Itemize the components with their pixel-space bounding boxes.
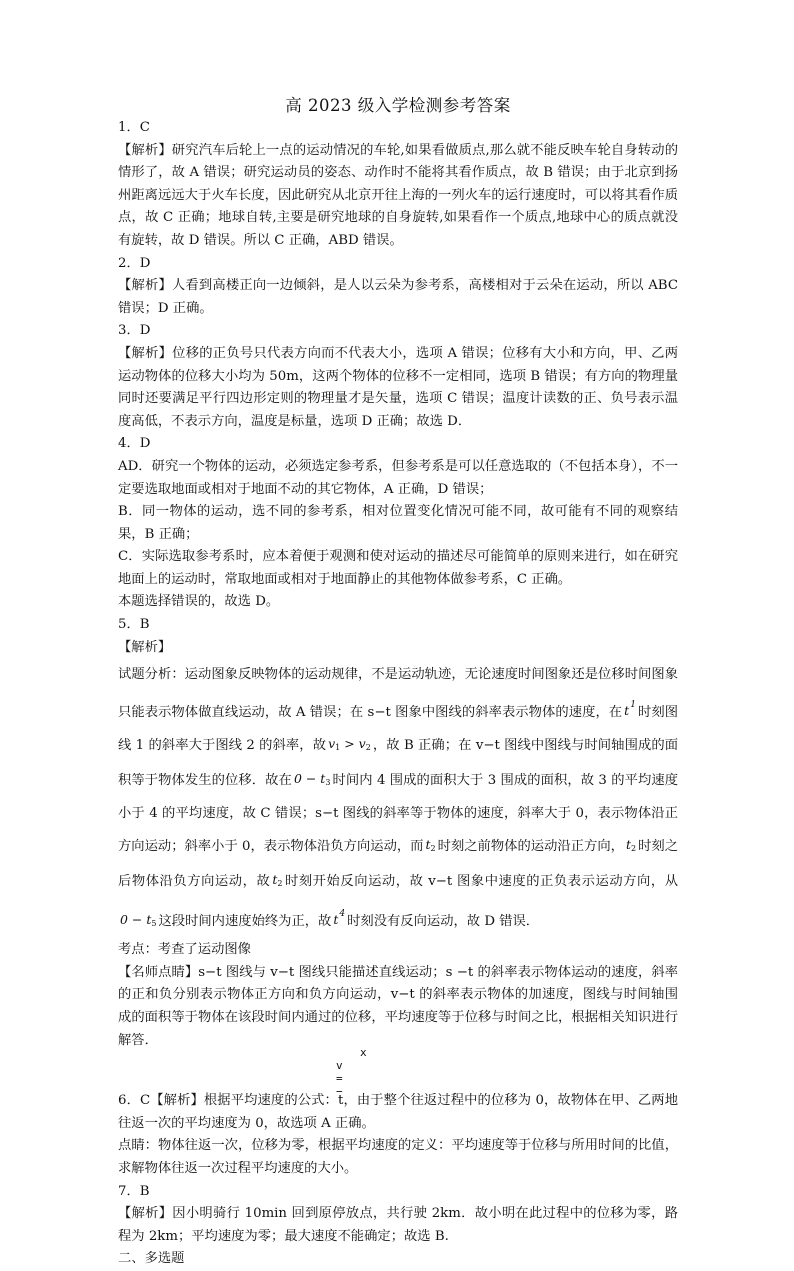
q5-seg1: 试题分析：运动图象反映物体的运动规律，不是运动轨迹，无论速度时间图象还是位移时间图象只能表示物体做直线运动，故 A 错误；在 s−t 图象中图线的斜率表示物体的速度，在 [118,667,678,721]
math-t4: $t^4$ [333,909,346,928]
q7-explanation: 【解析】因小明骑行 10min 回到原停放点，共行驶 2km．故小明在此过程中的位移为零，路程为 2km；平均速度为零；最大速度不能确定；故选 B. [118,1206,678,1244]
math-t2: $t_2$ [425,837,436,854]
formula-denominator: t [337,1093,344,1109]
q5-mingshi: 【名师点睛】s−t 图线与 v−t 图线只能描述直线运动；s −t 的斜率表示物体运动的速度，斜率的正和负分别表示物体正方向和负方向运动，v−t 的斜率表示物体的加速度，图线与时间轴围成的面积等于物体在该段时间内通过的位移，平均速度等于位移与时间之比，根据相关知识进行解答． [118,964,678,1048]
q5-seg4: 时间内 4 围成的面积大于 3 围成的面积，故 3 的平均速度小于 4 的平均速度，故 C 错误；s−t 图线的斜率等于物体的速度，斜率大于 0，表示物体沿正方向运动；斜率小于 0，表示物体沿负方向运动，而 [118,773,679,855]
q7-answer: 7．B [118,1183,150,1199]
math-0-t5: $0 - t_5$ [120,912,157,929]
math-t1: $t^1$ [624,700,636,719]
q5-kaodian: 考点：考查了运动图像 [118,942,251,958]
q2-explanation: 【解析】人看到高楼正向一边倾斜，是人以云朵为参考系，高楼相对于云朵在运动，所以 ABC 错误；D 正确。 [118,278,678,316]
q4-line-conclusion: 本题选择错误的，故选 D。 [118,594,280,610]
q4-line-ad: AD．研究一个物体的运动，必须选定参考系，但参考系是可以任意选取的（不包括本身），不一定要选取地面或相对于地面不动的其它物体，A 正确，D 错误； [118,458,678,497]
math-v1-gt-v2: $v_1 > v_2$ [328,736,371,753]
q5-seg7: 时刻开始反向运动，故 v−t 图象中速度的正负表示运动方向，从 [284,874,678,890]
q6-answer: 6．C [118,1093,151,1109]
formula-v: v = − [336,1059,343,1099]
q3-answer: 3．D [118,323,151,339]
q5-explanation [118,659,678,939]
q6-explanation [118,1090,678,1135]
q6-text2: ，由于整个往返过程中的位移为 0，故物体在甲、乙两地往返一次的平均速度为 0，故选项 A 正确。 [118,1093,679,1131]
q5-answer: 5．B [118,617,150,633]
q6-formula-area [118,1046,678,1099]
q4-line-b: B．同一物体的运动，选不同的参考系，相对位置变化情况可能不同，故可能有不同的观察结果，B 正确； [118,504,678,542]
q6-text1: 【解析】根据平均速度的公式： [150,1093,338,1109]
q2-answer: 2．D [118,255,151,271]
q4-answer: 4．D [118,436,151,452]
page-title: 高 2023 级入学检测参考答案 [285,96,511,115]
q5-label: 【解析】 [118,639,172,655]
q4-line-c: C．实际选取参考系时，应本着便于观测和使对运动的描述尽可能简单的原则来进行，如在研究地面上的运动时，常取地面或相对于地面静止的其他物体做参考系，C 正确。 [118,549,678,587]
formula-numerator: x [360,1046,367,1060]
q5-seg2: 时刻图线 1 的斜率大于图线 2 的斜率，故 [118,705,678,754]
section-heading: 二、多选题 [118,1251,185,1267]
q1-answer: 1．C [118,120,150,135]
q5-seg9: 时刻没有反向运动，故 D 错误． [347,914,540,930]
q5-seg6: 时刻之后物体沿负方向运动，故 [118,839,679,890]
q6-dianjing: 点睛：物体往返一次，位移为零，根据平均速度的定义：平均速度等于位移与所用时间的比值，求解物体往返一次过程平均速度的大小。 [118,1138,678,1176]
answer-sheet [118,92,678,1271]
math-t2-c: $t_2$ [272,872,283,889]
math-t2-b: $t_2$ [625,837,637,854]
q5-seg8: 这段时间内速度始终为正，故 [158,914,332,930]
q5-seg3: ，故 B 正确；在 v−t 图线中图线与时间轴围成的面积等于物体发生的位移．故在 [118,738,678,789]
q3-explanation: 【解析】位移的正负号只代表方向而不代表大小，选项 A 错误；位移有大小和方向，甲、乙两运动物体的位移大小均为 50m，这两个物体的位移不一定相同，选项 B 错误；有方向的物理量同时还要满足平行四边形定则的物理量才是矢量，选项 C 错误；温度计读数的正、负号表示温度高低，不表示方向，温度是标量，选项 D 正确；故选 D． [118,345,678,429]
math-0-t3: $0 - t_3$ [293,771,331,788]
q1-explanation: 【解析】研究汽车后轮上一点的运动情况的车轮,如果看做质点,那么就不能反映车轮自身转动的情形了，故 A 错误；研究运动员的姿态、动作时不能将其看作质点，故 B 错误；由于北京到扬州距离远远大于火车长度，因此研究从北京开往上海的一列火车的运行速度时，可以将其看作质点，故 C 正确；地球自转,主要是研究地球的自身旋转,如果看作一个质点,地球中心的质点就没有旋转，故 D 错误。所以 C 正确，ABD 错误。 [118,142,678,248]
q5-seg5: 时刻之前物体的运动沿正方向， [437,839,624,855]
